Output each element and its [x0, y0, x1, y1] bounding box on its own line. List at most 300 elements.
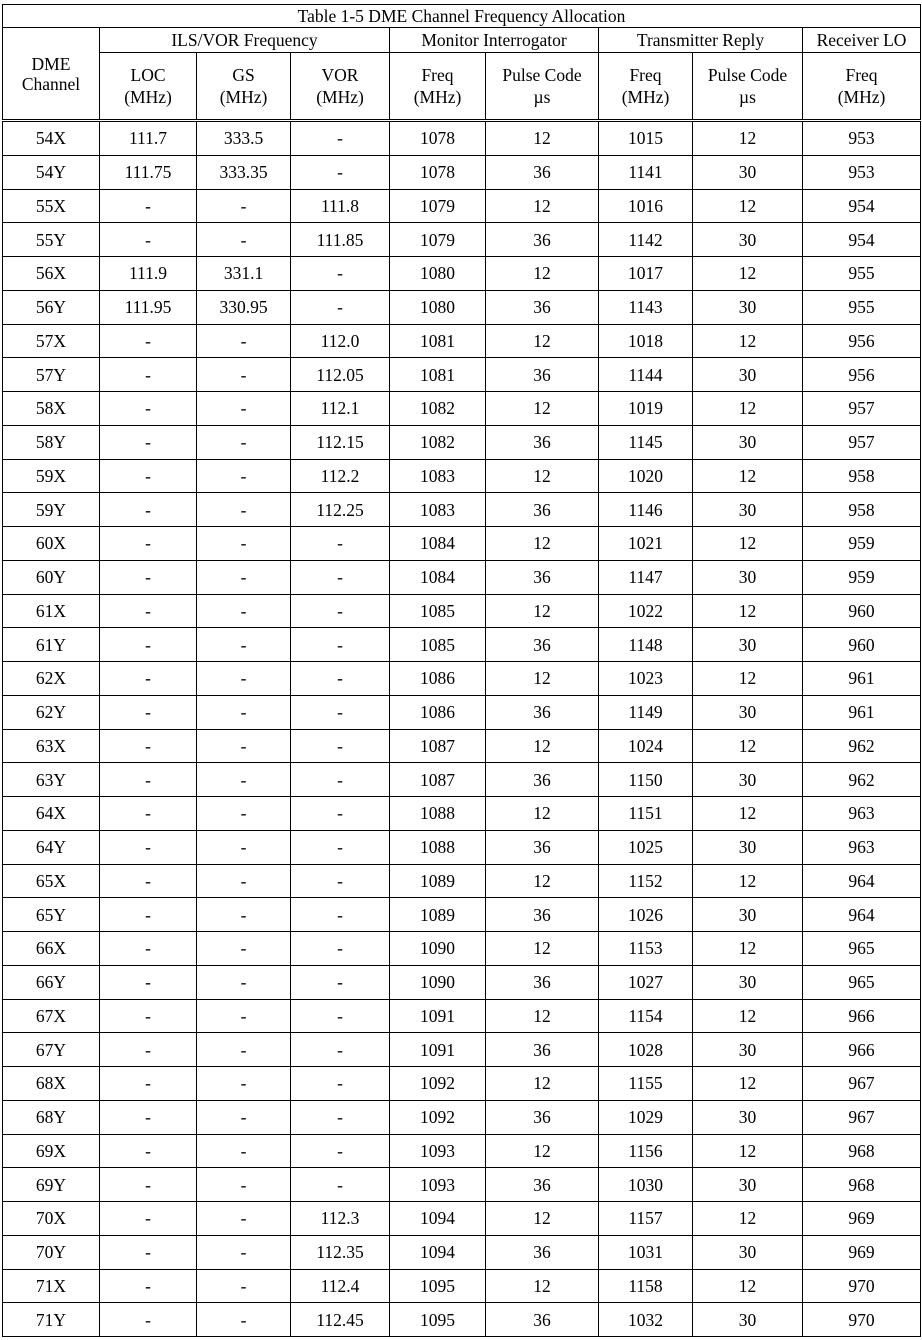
table-row: [3, 830, 921, 864]
vor-cell: 111.85: [291, 223, 390, 257]
transmitter-reply-group-header: Transmitter Reply: [599, 28, 803, 53]
transmitter-pulse-cell: 30: [693, 425, 803, 459]
loc-cell: -: [100, 223, 197, 257]
loc-cell: -: [100, 1235, 197, 1269]
transmitter-freq-cell: 1021: [599, 527, 693, 561]
gs-cell: -: [197, 358, 291, 392]
loc-cell: -: [100, 594, 197, 628]
receiver-freq-cell: 957: [803, 392, 921, 426]
dme-channel-cell: 66Y: [3, 965, 100, 999]
table-row: [3, 729, 921, 763]
transmitter-pulse-header: [693, 53, 803, 121]
group-header-row: [3, 28, 921, 53]
monitor-pulse-cell: 12: [486, 1067, 599, 1101]
dme-channel-cell: 62Y: [3, 695, 100, 729]
transmitter-pulse-cell: 30: [693, 1033, 803, 1067]
receiver-freq-cell: 959: [803, 527, 921, 561]
vor-cell: -: [291, 662, 390, 696]
gs-cell: 331.1: [197, 257, 291, 291]
table-row: [3, 493, 921, 527]
vor-cell: -: [291, 965, 390, 999]
transmitter-pulse-cell: 30: [693, 493, 803, 527]
vor-cell: 112.15: [291, 425, 390, 459]
table-row: [3, 358, 921, 392]
loc-cell: -: [100, 999, 197, 1033]
vor-cell: -: [291, 1067, 390, 1101]
monitor-freq-cell: 1094: [390, 1235, 486, 1269]
monitor-pulse-cell: 36: [486, 493, 599, 527]
vor-cell: -: [291, 1100, 390, 1134]
monitor-pulse-cell: 12: [486, 324, 599, 358]
vor-cell: -: [291, 729, 390, 763]
gs-cell: -: [197, 459, 291, 493]
loc-cell: -: [100, 864, 197, 898]
dme-channel-header: [3, 28, 100, 121]
monitor-freq-cell: 1080: [390, 257, 486, 291]
loc-cell: -: [100, 1168, 197, 1202]
vor-cell: -: [291, 1134, 390, 1168]
gs-cell: -: [197, 898, 291, 932]
table-row: [3, 965, 921, 999]
loc-cell: -: [100, 628, 197, 662]
transmitter-freq-header: [599, 53, 693, 121]
transmitter-pulse-cell: 12: [693, 392, 803, 426]
monitor-freq-cell: 1093: [390, 1168, 486, 1202]
monitor-pulse-cell: 12: [486, 594, 599, 628]
transmitter-pulse-cell: 12: [693, 662, 803, 696]
gs-cell: -: [197, 999, 291, 1033]
transmitter-freq-cell: 1147: [599, 560, 693, 594]
vor-cell: -: [291, 999, 390, 1033]
table-row: [3, 560, 921, 594]
monitor-freq-cell: 1088: [390, 797, 486, 831]
transmitter-freq-cell: 1016: [599, 189, 693, 223]
transmitter-freq-header-line2: (MHz): [621, 87, 670, 107]
table-row: [3, 527, 921, 561]
dme-channel-cell: 63Y: [3, 763, 100, 797]
vor-cell: 111.8: [291, 189, 390, 223]
receiver-freq-header-line2: (MHz): [837, 87, 886, 107]
transmitter-freq-cell: 1027: [599, 965, 693, 999]
receiver-freq-cell: 964: [803, 864, 921, 898]
loc-cell: 111.7: [100, 121, 197, 156]
monitor-freq-cell: 1086: [390, 695, 486, 729]
loc-cell: -: [100, 189, 197, 223]
transmitter-pulse-cell: 12: [693, 1134, 803, 1168]
transmitter-freq-cell: 1030: [599, 1168, 693, 1202]
transmitter-freq-cell: 1031: [599, 1235, 693, 1269]
dme-channel-cell: 58Y: [3, 425, 100, 459]
receiver-freq-cell: 967: [803, 1067, 921, 1101]
monitor-pulse-cell: 12: [486, 257, 599, 291]
table-row: [3, 290, 921, 324]
dme-channel-cell: 66X: [3, 932, 100, 966]
table-row: [3, 1303, 921, 1337]
monitor-freq-header-line2: (MHz): [413, 87, 462, 107]
dme-channel-cell: 57X: [3, 324, 100, 358]
receiver-freq-cell: 960: [803, 628, 921, 662]
loc-cell: -: [100, 965, 197, 999]
transmitter-pulse-cell: 12: [693, 864, 803, 898]
dme-channel-cell: 71Y: [3, 1303, 100, 1337]
receiver-freq-header-line1: Freq: [845, 65, 878, 85]
vor-cell: -: [291, 1168, 390, 1202]
monitor-pulse-cell: 36: [486, 628, 599, 662]
transmitter-pulse-cell: 12: [693, 1067, 803, 1101]
loc-header: [100, 53, 197, 121]
table-row: [3, 1202, 921, 1236]
receiver-freq-cell: 959: [803, 560, 921, 594]
transmitter-freq-cell: 1155: [599, 1067, 693, 1101]
gs-cell: -: [197, 1202, 291, 1236]
gs-cell: -: [197, 729, 291, 763]
vor-header-line1: VOR: [321, 65, 359, 85]
monitor-pulse-cell: 12: [486, 1134, 599, 1168]
loc-header-line1: LOC: [130, 65, 166, 85]
transmitter-freq-cell: 1020: [599, 459, 693, 493]
vor-cell: 112.4: [291, 1269, 390, 1303]
loc-cell: 111.75: [100, 155, 197, 189]
gs-cell: -: [197, 425, 291, 459]
dme-channel-cell: 70Y: [3, 1235, 100, 1269]
dme-channel-cell: 55X: [3, 189, 100, 223]
dme-channel-cell: 70X: [3, 1202, 100, 1236]
table-row: [3, 121, 921, 156]
table-row: [3, 155, 921, 189]
loc-cell: -: [100, 797, 197, 831]
table-row: [3, 628, 921, 662]
vor-cell: 112.45: [291, 1303, 390, 1337]
loc-cell: -: [100, 662, 197, 696]
monitor-freq-cell: 1085: [390, 594, 486, 628]
receiver-lo-group-header: Receiver LO: [803, 28, 921, 53]
table-row: [3, 392, 921, 426]
monitor-pulse-cell: 36: [486, 358, 599, 392]
gs-cell: -: [197, 560, 291, 594]
transmitter-freq-cell: 1149: [599, 695, 693, 729]
table-row: [3, 999, 921, 1033]
gs-cell: -: [197, 864, 291, 898]
monitor-freq-cell: 1084: [390, 527, 486, 561]
table-row: [3, 695, 921, 729]
transmitter-pulse-cell: 30: [693, 560, 803, 594]
monitor-freq-cell: 1091: [390, 1033, 486, 1067]
transmitter-freq-cell: 1151: [599, 797, 693, 831]
vor-cell: 112.3: [291, 1202, 390, 1236]
loc-cell: -: [100, 392, 197, 426]
monitor-pulse-cell: 36: [486, 763, 599, 797]
transmitter-freq-cell: 1145: [599, 425, 693, 459]
gs-cell: -: [197, 763, 291, 797]
vor-cell: 112.2: [291, 459, 390, 493]
monitor-pulse-cell: 36: [486, 155, 599, 189]
transmitter-pulse-cell: 30: [693, 830, 803, 864]
receiver-freq-cell: 962: [803, 763, 921, 797]
gs-cell: -: [197, 797, 291, 831]
monitor-pulse-cell: 12: [486, 662, 599, 696]
transmitter-pulse-cell: 12: [693, 121, 803, 156]
vor-cell: 112.05: [291, 358, 390, 392]
monitor-pulse-cell: 36: [486, 223, 599, 257]
gs-cell: -: [197, 932, 291, 966]
dme-channel-cell: 64Y: [3, 830, 100, 864]
loc-cell: -: [100, 493, 197, 527]
receiver-freq-cell: 955: [803, 257, 921, 291]
transmitter-freq-header-line1: Freq: [629, 65, 662, 85]
dme-channel-cell: 69Y: [3, 1168, 100, 1202]
loc-header-line2: (MHz): [124, 87, 172, 107]
monitor-freq-cell: 1080: [390, 290, 486, 324]
receiver-freq-cell: 953: [803, 155, 921, 189]
loc-cell: -: [100, 358, 197, 392]
ils-vor-group-header: ILS/VOR Frequency: [100, 28, 390, 53]
receiver-freq-cell: 961: [803, 662, 921, 696]
receiver-freq-cell: 957: [803, 425, 921, 459]
receiver-freq-cell: 953: [803, 121, 921, 156]
transmitter-pulse-cell: 12: [693, 189, 803, 223]
gs-cell: -: [197, 1100, 291, 1134]
transmitter-pulse-cell: 30: [693, 290, 803, 324]
monitor-freq-cell: 1078: [390, 121, 486, 156]
loc-cell: -: [100, 1067, 197, 1101]
gs-cell: -: [197, 1303, 291, 1337]
gs-cell: -: [197, 527, 291, 561]
monitor-pulse-cell: 12: [486, 797, 599, 831]
monitor-freq-cell: 1089: [390, 898, 486, 932]
receiver-freq-cell: 970: [803, 1269, 921, 1303]
receiver-freq-cell: 954: [803, 189, 921, 223]
loc-cell: -: [100, 695, 197, 729]
dme-frequency-table: [2, 4, 921, 1337]
loc-cell: -: [100, 729, 197, 763]
table-row: [3, 763, 921, 797]
transmitter-pulse-cell: 12: [693, 729, 803, 763]
table-row: [3, 1235, 921, 1269]
receiver-freq-cell: 967: [803, 1100, 921, 1134]
loc-cell: 111.9: [100, 257, 197, 291]
table-row: [3, 223, 921, 257]
gs-header: [197, 53, 291, 121]
monitor-freq-cell: 1081: [390, 324, 486, 358]
transmitter-pulse-cell: 30: [693, 1235, 803, 1269]
transmitter-freq-cell: 1028: [599, 1033, 693, 1067]
monitor-freq-cell: 1079: [390, 223, 486, 257]
transmitter-pulse-cell: 30: [693, 965, 803, 999]
receiver-freq-cell: 958: [803, 493, 921, 527]
receiver-freq-cell: 965: [803, 932, 921, 966]
dme-channel-cell: 57Y: [3, 358, 100, 392]
monitor-freq-cell: 1079: [390, 189, 486, 223]
monitor-pulse-cell: 36: [486, 1235, 599, 1269]
receiver-freq-cell: 958: [803, 459, 921, 493]
gs-header-line2: (MHz): [219, 87, 268, 107]
gs-cell: -: [197, 1067, 291, 1101]
gs-cell: -: [197, 1269, 291, 1303]
gs-cell: 333.35: [197, 155, 291, 189]
gs-cell: -: [197, 965, 291, 999]
gs-cell: -: [197, 594, 291, 628]
monitor-freq-cell: 1095: [390, 1303, 486, 1337]
receiver-freq-cell: 964: [803, 898, 921, 932]
monitor-interrogator-group-header: Monitor Interrogator: [390, 28, 599, 53]
vor-header-line2: (MHz): [316, 87, 364, 107]
monitor-freq-cell: 1092: [390, 1067, 486, 1101]
gs-cell: 333.5: [197, 121, 291, 156]
transmitter-freq-cell: 1157: [599, 1202, 693, 1236]
loc-cell: -: [100, 527, 197, 561]
vor-cell: -: [291, 527, 390, 561]
dme-channel-cell: 65Y: [3, 898, 100, 932]
monitor-freq-cell: 1095: [390, 1269, 486, 1303]
loc-cell: 111.95: [100, 290, 197, 324]
monitor-pulse-cell: 36: [486, 830, 599, 864]
receiver-freq-cell: 963: [803, 797, 921, 831]
transmitter-freq-cell: 1144: [599, 358, 693, 392]
monitor-freq-cell: 1094: [390, 1202, 486, 1236]
loc-cell: -: [100, 830, 197, 864]
monitor-pulse-cell: 12: [486, 121, 599, 156]
monitor-freq-cell: 1084: [390, 560, 486, 594]
loc-cell: -: [100, 1269, 197, 1303]
monitor-pulse-cell: 12: [486, 1202, 599, 1236]
loc-cell: -: [100, 1134, 197, 1168]
transmitter-freq-cell: 1024: [599, 729, 693, 763]
transmitter-freq-cell: 1158: [599, 1269, 693, 1303]
transmitter-freq-cell: 1148: [599, 628, 693, 662]
vor-cell: -: [291, 121, 390, 156]
table-row: [3, 1100, 921, 1134]
gs-cell: -: [197, 493, 291, 527]
receiver-freq-cell: 966: [803, 999, 921, 1033]
monitor-freq-cell: 1089: [390, 864, 486, 898]
monitor-pulse-cell: 36: [486, 1100, 599, 1134]
transmitter-freq-cell: 1017: [599, 257, 693, 291]
table-row: [3, 864, 921, 898]
transmitter-freq-cell: 1156: [599, 1134, 693, 1168]
gs-header-line1: GS: [232, 65, 255, 85]
receiver-freq-cell: 969: [803, 1202, 921, 1236]
monitor-pulse-cell: 12: [486, 392, 599, 426]
gs-cell: -: [197, 628, 291, 662]
transmitter-freq-cell: 1022: [599, 594, 693, 628]
transmitter-pulse-cell: 12: [693, 594, 803, 628]
vor-cell: -: [291, 830, 390, 864]
vor-cell: 112.0: [291, 324, 390, 358]
transmitter-freq-cell: 1142: [599, 223, 693, 257]
monitor-pulse-cell: 12: [486, 459, 599, 493]
monitor-freq-cell: 1082: [390, 425, 486, 459]
loc-cell: -: [100, 560, 197, 594]
transmitter-pulse-cell: 12: [693, 324, 803, 358]
vor-cell: -: [291, 560, 390, 594]
transmitter-pulse-cell: 12: [693, 932, 803, 966]
monitor-pulse-cell: 36: [486, 1168, 599, 1202]
monitor-freq-cell: 1078: [390, 155, 486, 189]
monitor-pulse-cell: 36: [486, 898, 599, 932]
vor-cell: -: [291, 695, 390, 729]
monitor-freq-cell: 1085: [390, 628, 486, 662]
gs-cell: -: [197, 830, 291, 864]
monitor-pulse-cell: 12: [486, 864, 599, 898]
transmitter-freq-cell: 1029: [599, 1100, 693, 1134]
gs-cell: -: [197, 223, 291, 257]
receiver-freq-cell: 968: [803, 1134, 921, 1168]
monitor-freq-cell: 1090: [390, 932, 486, 966]
monitor-freq-header-line1: Freq: [421, 65, 454, 85]
transmitter-pulse-header-line1: Pulse Code: [707, 65, 788, 85]
monitor-pulse-cell: 12: [486, 932, 599, 966]
vor-cell: -: [291, 628, 390, 662]
transmitter-pulse-cell: 12: [693, 257, 803, 291]
table-row: [3, 662, 921, 696]
monitor-freq-cell: 1081: [390, 358, 486, 392]
transmitter-freq-cell: 1025: [599, 830, 693, 864]
column-header-row: [3, 53, 921, 121]
vor-cell: 112.35: [291, 1235, 390, 1269]
dme-channel-cell: 62X: [3, 662, 100, 696]
table-row: [3, 324, 921, 358]
monitor-freq-cell: 1083: [390, 459, 486, 493]
gs-cell: -: [197, 1235, 291, 1269]
gs-cell: -: [197, 324, 291, 358]
monitor-pulse-header-line2: µs: [533, 87, 551, 107]
gs-cell: -: [197, 392, 291, 426]
loc-cell: -: [100, 1303, 197, 1337]
monitor-pulse-cell: 12: [486, 189, 599, 223]
receiver-freq-header: [803, 53, 921, 121]
monitor-freq-cell: 1083: [390, 493, 486, 527]
receiver-freq-cell: 956: [803, 358, 921, 392]
loc-cell: -: [100, 425, 197, 459]
table-row: [3, 1134, 921, 1168]
transmitter-pulse-cell: 12: [693, 1269, 803, 1303]
vor-cell: -: [291, 594, 390, 628]
transmitter-freq-cell: 1019: [599, 392, 693, 426]
transmitter-freq-cell: 1141: [599, 155, 693, 189]
vor-cell: 112.1: [291, 392, 390, 426]
transmitter-freq-cell: 1023: [599, 662, 693, 696]
vor-cell: -: [291, 257, 390, 291]
receiver-freq-cell: 960: [803, 594, 921, 628]
dme-channel-cell: 56X: [3, 257, 100, 291]
monitor-pulse-cell: 36: [486, 1033, 599, 1067]
transmitter-pulse-cell: 30: [693, 155, 803, 189]
loc-cell: -: [100, 459, 197, 493]
monitor-freq-cell: 1082: [390, 392, 486, 426]
transmitter-pulse-header-line2: µs: [739, 87, 756, 107]
monitor-freq-cell: 1093: [390, 1134, 486, 1168]
dme-channel-cell: 67X: [3, 999, 100, 1033]
transmitter-pulse-cell: 30: [693, 1303, 803, 1337]
vor-cell: -: [291, 797, 390, 831]
loc-cell: -: [100, 1202, 197, 1236]
vor-cell: 112.25: [291, 493, 390, 527]
dme-channel-cell: 59X: [3, 459, 100, 493]
table-row: [3, 189, 921, 223]
dme-channel-cell: 63X: [3, 729, 100, 763]
monitor-freq-cell: 1090: [390, 965, 486, 999]
loc-cell: -: [100, 763, 197, 797]
dme-channel-cell: 61Y: [3, 628, 100, 662]
monitor-pulse-cell: 36: [486, 290, 599, 324]
table-row: [3, 797, 921, 831]
monitor-pulse-cell: 36: [486, 560, 599, 594]
loc-cell: -: [100, 324, 197, 358]
receiver-freq-cell: 968: [803, 1168, 921, 1202]
dme-channel-cell: 69X: [3, 1134, 100, 1168]
loc-cell: -: [100, 898, 197, 932]
transmitter-pulse-cell: 30: [693, 898, 803, 932]
